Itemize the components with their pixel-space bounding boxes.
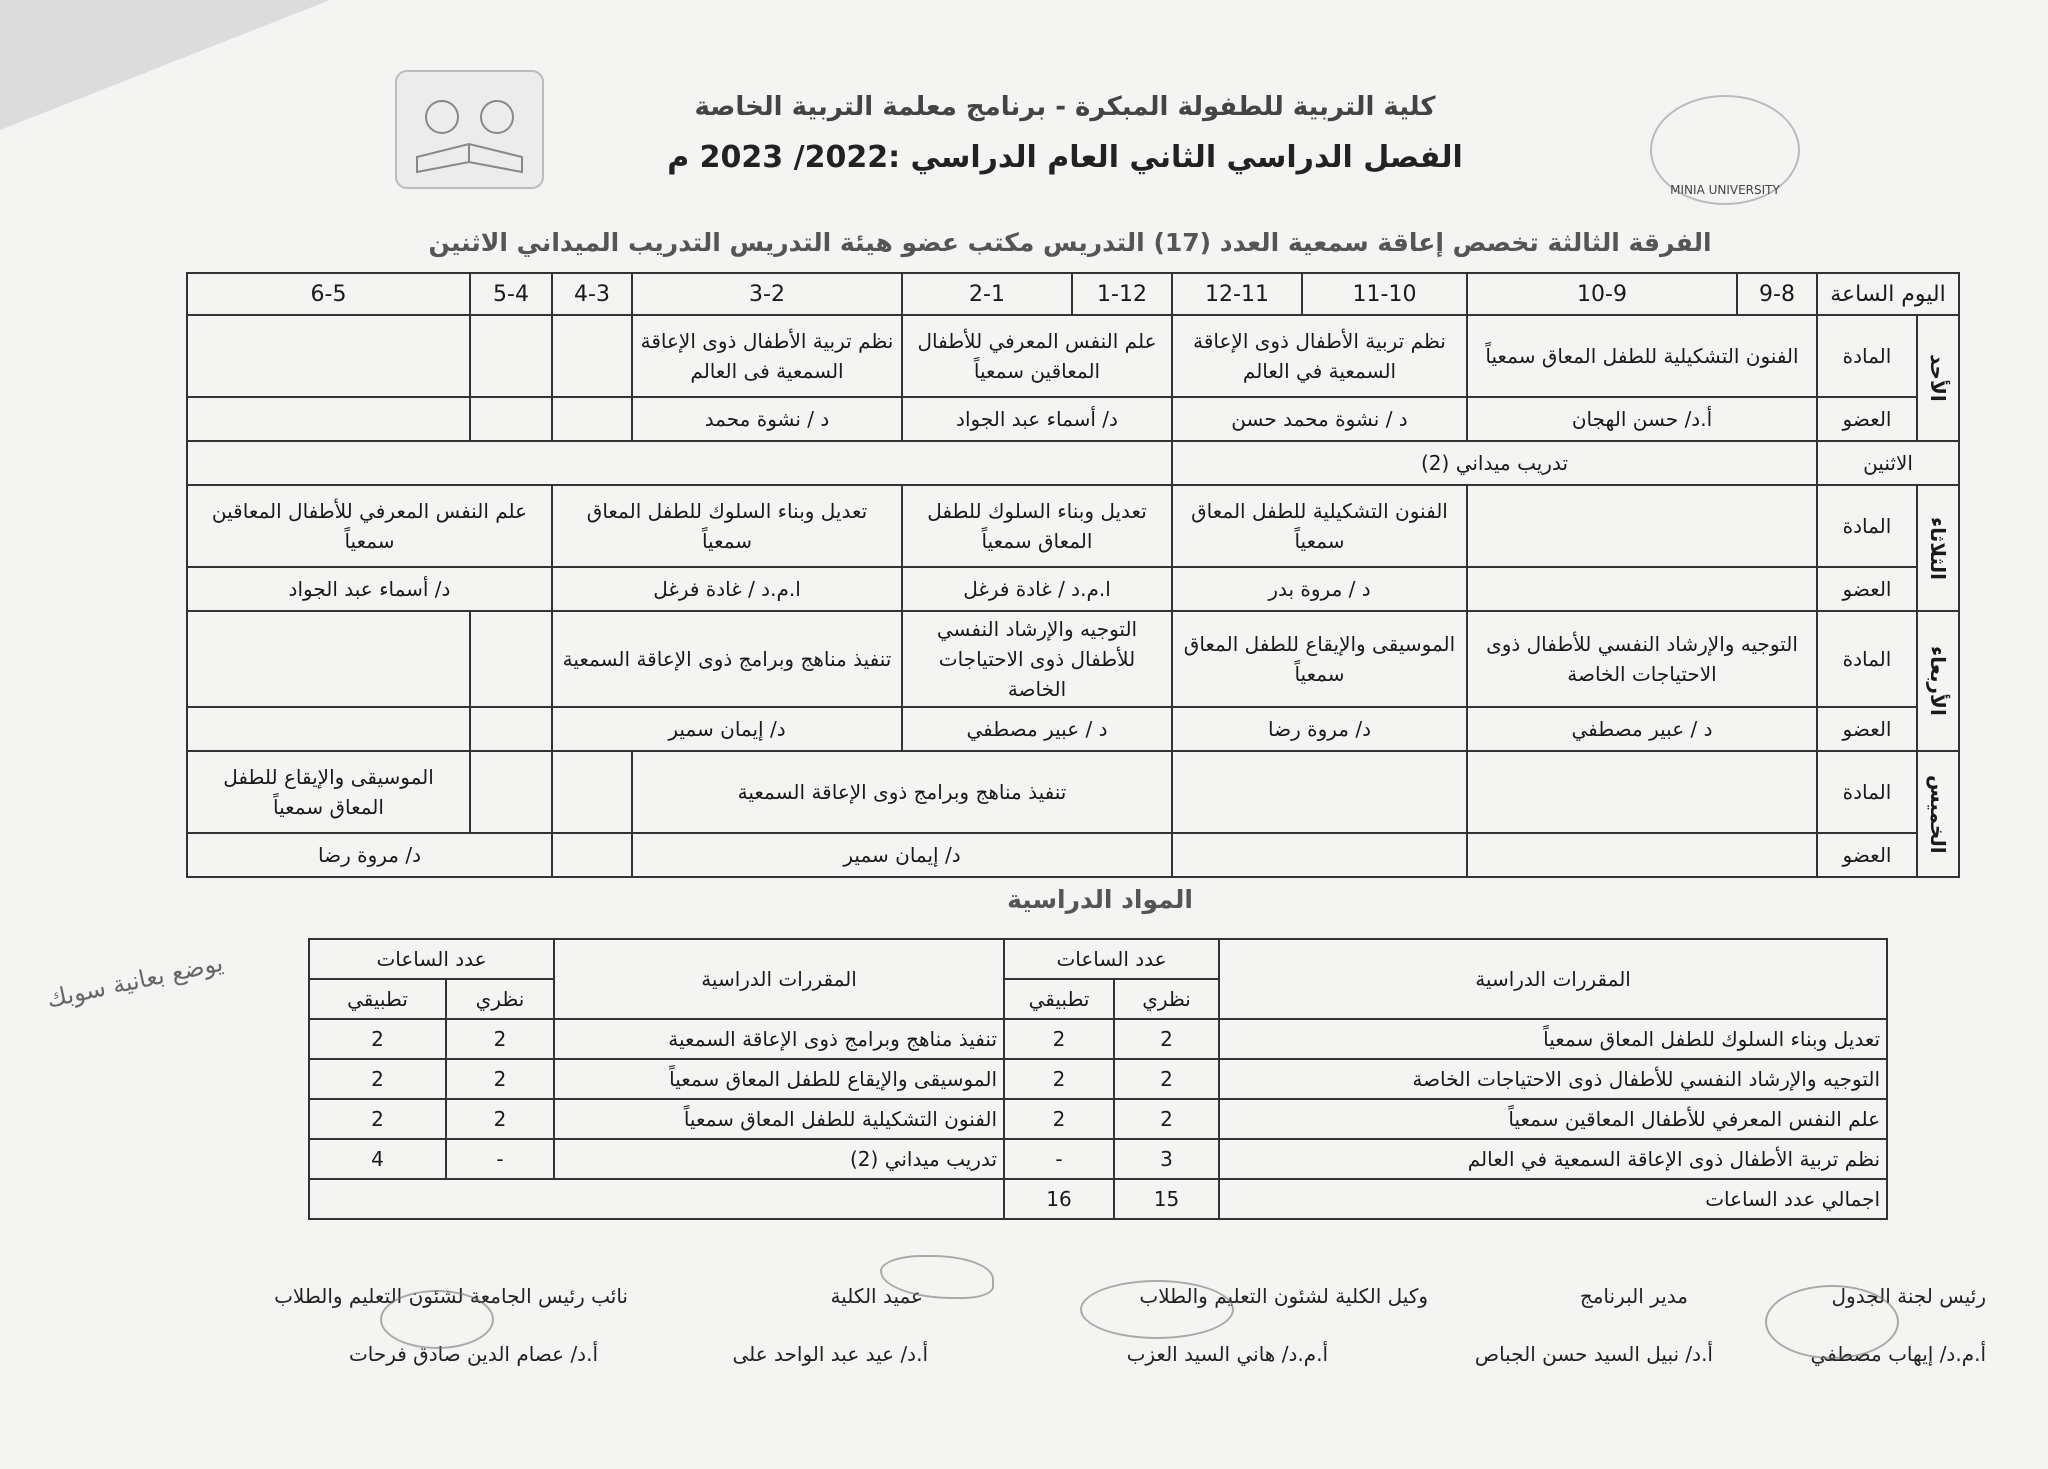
tuesday-member-3: ا.م.د / غادة فرغل (552, 567, 902, 611)
wednesday-subject-4: تنفيذ مناهج وبرامج ذوى الإعاقة السمعية (552, 611, 902, 707)
tuesday-subject-4: علم النفس المعرفي للأطفال المعاقين سمعياً (187, 485, 552, 567)
theory-cell: 2 (1114, 1099, 1219, 1139)
day-tuesday: الثلاثاء (1917, 485, 1959, 611)
slot-1-12: 1-12 (1072, 273, 1172, 315)
sunday-member-row (187, 397, 1959, 441)
signature-name-dean: أ.د/ عيد عبد الواحد على (732, 1342, 928, 1366)
subject-label: المادة (1817, 315, 1917, 397)
total-theory: 15 (1114, 1179, 1219, 1219)
thursday-member-2: د/ مروة رضا (187, 833, 552, 877)
courses-header-left: المقررات الدراسية (554, 939, 1004, 1019)
subject-label: المادة (1817, 485, 1917, 567)
handwritten-note: يوضع بعانية سوبك (44, 948, 226, 1014)
empty-cell (187, 707, 470, 751)
table-row (309, 1099, 1887, 1139)
monday-row (187, 441, 1959, 485)
tuesday-subject-row (187, 485, 1959, 567)
tuesday-member-1: د / مروة بدر (1172, 567, 1467, 611)
empty-cell (1172, 751, 1467, 833)
sunday-member-4: د / نشوة محمد (632, 397, 902, 441)
wednesday-subject-3: التوجيه والإرشاد النفسي للأطفال ذوى الاحتياجات الخاصة (902, 611, 1172, 707)
slot-4-3: 4-3 (552, 273, 632, 315)
tuesday-member-row (187, 567, 1959, 611)
member-label: العضو (1817, 397, 1917, 441)
wednesday-subject-1: التوجيه والإرشاد النفسي للأطفال ذوى الاحتياجات الخاصة (1467, 611, 1817, 707)
empty-cell (187, 397, 470, 441)
day-sunday: الأحد (1917, 315, 1959, 441)
signature-title-vice-dean: وكيل الكلية لشئون التعليم والطلاب (1139, 1284, 1428, 1308)
table-row (309, 1059, 1887, 1099)
tuesday-subject-3: تعديل وبناء السلوك للطفل المعاق سمعياً (552, 485, 902, 567)
theory-header-right: نظري (1114, 979, 1219, 1019)
thursday-subject-2: الموسيقى والإيقاع للطفل المعاق سمعياً (187, 751, 470, 833)
empty-cell (1467, 833, 1817, 877)
empty-cell (552, 833, 632, 877)
wednesday-member-4: د/ إيمان سمير (552, 707, 902, 751)
course-cell: علم النفس المعرفي للأطفال المعاقين سمعياً (1219, 1099, 1887, 1139)
empty-cell (309, 1179, 1004, 1219)
theory-cell: 3 (1114, 1139, 1219, 1179)
theory-cell: - (446, 1139, 554, 1179)
sunday-subject-row (187, 315, 1959, 397)
practical-cell: 2 (309, 1099, 446, 1139)
table-row (309, 1139, 1887, 1179)
theory-cell: 2 (446, 1099, 554, 1139)
signature-title-dean: عميد الكلية (830, 1284, 923, 1308)
practical-cell: 2 (1004, 1019, 1114, 1059)
page-fold (0, 0, 330, 130)
slot-5-4: 5-4 (470, 273, 552, 315)
member-label: العضو (1817, 567, 1917, 611)
table-row (309, 1019, 1887, 1059)
empty-cell (470, 751, 552, 833)
theory-cell: 2 (446, 1059, 554, 1099)
sunday-member-2: د / نشوة محمد حسن (1172, 397, 1467, 441)
slot-9-8: 9-8 (1737, 273, 1817, 315)
slot-12-11: 12-11 (1172, 273, 1302, 315)
subject-label: المادة (1817, 611, 1917, 707)
signature-name-schedule-committee: أ.م.د/ إيهاب مصطفي (1810, 1342, 1986, 1366)
day-hour-corner: اليوم الساعة (1817, 273, 1959, 315)
thursday-member-row (187, 833, 1959, 877)
empty-cell (470, 707, 552, 751)
practical-cell: - (1004, 1139, 1114, 1179)
wednesday-member-1: د / عبير مصطفي (1467, 707, 1817, 751)
subjects-summary-table (308, 938, 1888, 1220)
wednesday-subject-2: الموسيقى والإيقاع للطفل المعاق سمعياً (1172, 611, 1467, 707)
total-label: اجمالي عدد الساعات (1219, 1179, 1887, 1219)
member-label: العضو (1817, 833, 1917, 877)
course-cell: الفنون التشكيلية للطفل المعاق سمعياً (554, 1099, 1004, 1139)
empty-cell (552, 397, 632, 441)
sunday-member-3: د/ أسماء عبد الجواد (902, 397, 1172, 441)
empty-cell (1467, 751, 1817, 833)
slot-10-9: 10-9 (1467, 273, 1737, 315)
empty-cell (1172, 833, 1467, 877)
tuesday-subject-1: الفنون التشكيلية للطفل المعاق سمعياً (1172, 485, 1467, 567)
practical-cell: 2 (309, 1019, 446, 1059)
slot-3-2: 3-2 (632, 273, 902, 315)
subjects-section-title: المواد الدراسية (1007, 885, 1193, 914)
empty-cell (187, 611, 470, 707)
empty-cell (470, 315, 552, 397)
theory-cell: 2 (1114, 1059, 1219, 1099)
college-logo (395, 70, 544, 189)
practical-cell: 2 (1004, 1099, 1114, 1139)
day-monday: الاثنين (1817, 441, 1959, 485)
thursday-subject-1: تنفيذ مناهج وبرامج ذوى الإعاقة السمعية (632, 751, 1172, 833)
sunday-subject-4: نظم تربية الأطفال ذوى الإعاقة السمعية فى العالم (632, 315, 902, 397)
courses-header-right: المقررات الدراسية (1219, 939, 1887, 1019)
handwritten-signature (1080, 1280, 1234, 1339)
signature-name-vice-dean: أ.م.د/ هاني السيد العزب (1126, 1342, 1328, 1366)
course-cell: نظم تربية الأطفال ذوى الإعاقة السمعية في العالم (1219, 1139, 1887, 1179)
theory-cell: 2 (1114, 1019, 1219, 1059)
tuesday-subject-2: تعديل وبناء السلوك للطفل المعاق سمعياً (902, 485, 1172, 567)
schedule-header-row (187, 273, 1959, 315)
course-cell: تنفيذ مناهج وبرامج ذوى الإعاقة السمعية (554, 1019, 1004, 1059)
course-cell: الموسيقى والإيقاع للطفل المعاق سمعياً (554, 1059, 1004, 1099)
course-cell: تعديل وبناء السلوك للطفل المعاق سمعياً (1219, 1019, 1887, 1059)
hours-header-left: عدد الساعات (309, 939, 554, 979)
practical-header-left: تطبيقي (309, 979, 446, 1019)
slot-11-10: 11-10 (1302, 273, 1467, 315)
wednesday-member-row (187, 707, 1959, 751)
empty-cell (1467, 485, 1817, 567)
day-thursday: الخميس (1917, 751, 1959, 877)
schedule-table (186, 272, 1960, 878)
practical-header-right: تطبيقي (1004, 979, 1114, 1019)
signature-title-schedule-committee: رئيس لجنة الجدول (1831, 1284, 1986, 1308)
summary-header-row-1 (309, 939, 1887, 979)
total-practical: 16 (1004, 1179, 1114, 1219)
empty-cell (552, 751, 632, 833)
empty-cell (1467, 567, 1817, 611)
tuesday-member-2: ا.م.د / غادة فرغل (902, 567, 1172, 611)
sunday-subject-2: نظم تربية الأطفال ذوى الإعاقة السمعية في العالم (1172, 315, 1467, 397)
handwritten-signature (380, 1290, 494, 1349)
practical-cell: 2 (309, 1059, 446, 1099)
course-cell: تدريب ميداني (2) (554, 1139, 1004, 1179)
semester-title: الفصل الدراسي الثاني العام الدراسي :2022/ 2023 م (667, 140, 1463, 175)
sunday-subject-1: الفنون التشكيلية للطفل المعاق سمعياً (1467, 315, 1817, 397)
wednesday-member-2: د/ مروة رضا (1172, 707, 1467, 751)
practical-cell: 2 (1004, 1059, 1114, 1099)
practical-cell: 4 (309, 1139, 446, 1179)
wednesday-subject-row (187, 611, 1959, 707)
college-title: كلية التربية للطفولة المبكرة - برنامج معلمة التربية الخاصة (694, 92, 1436, 122)
signature-title-vice-president: نائب رئيس الجامعة لشئون التعليم والطلاب (274, 1284, 628, 1308)
empty-cell (187, 441, 1172, 485)
member-label: العضو (1817, 707, 1917, 751)
subject-label: المادة (1817, 751, 1917, 833)
children-reading-icon (397, 72, 542, 187)
handwritten-signature (1765, 1285, 1899, 1359)
empty-cell (187, 315, 470, 397)
slot-6-5: 6-5 (187, 273, 470, 315)
signature-name-program-director: أ.د/ نبيل السيد حسن الجباص (1474, 1342, 1713, 1366)
sunday-subject-3: علم النفس المعرفي للأطفال المعاقين سمعياً (902, 315, 1172, 397)
slot-2-1: 2-1 (902, 273, 1072, 315)
empty-cell (470, 611, 552, 707)
theory-header-left: نظري (446, 979, 554, 1019)
monday-training: تدريب ميداني (2) (1172, 441, 1817, 485)
thursday-subject-row (187, 751, 1959, 833)
signature-title-program-director: مدير البرنامج (1579, 1284, 1688, 1308)
total-row (309, 1179, 1887, 1219)
wednesday-member-3: د / عبير مصطفي (902, 707, 1172, 751)
theory-cell: 2 (446, 1019, 554, 1059)
empty-cell (552, 315, 632, 397)
university-logo (1650, 95, 1800, 205)
course-cell: التوجيه والإرشاد النفسي للأطفال ذوى الاحتياجات الخاصة (1219, 1059, 1887, 1099)
empty-cell (470, 397, 552, 441)
signature-name-vice-president: أ.د/ عصام الدين صادق فرحات (348, 1342, 598, 1366)
hours-header-right: عدد الساعات (1004, 939, 1219, 979)
group-title: الفرقة الثالثة تخصص إعاقة سمعية العدد (17) التدريس مكتب عضو هيئة التدريس التدريب الميداني الاثنين (428, 228, 1712, 257)
sunday-member-1: أ.د/ حسن الهجان (1467, 397, 1817, 441)
thursday-member-1: د/ إيمان سمير (632, 833, 1172, 877)
day-wednesday: الأربعاء (1917, 611, 1959, 751)
university-logo-text: MINIA UNIVERSITY (1670, 183, 1780, 197)
tuesday-member-4: د/ أسماء عبد الجواد (187, 567, 552, 611)
